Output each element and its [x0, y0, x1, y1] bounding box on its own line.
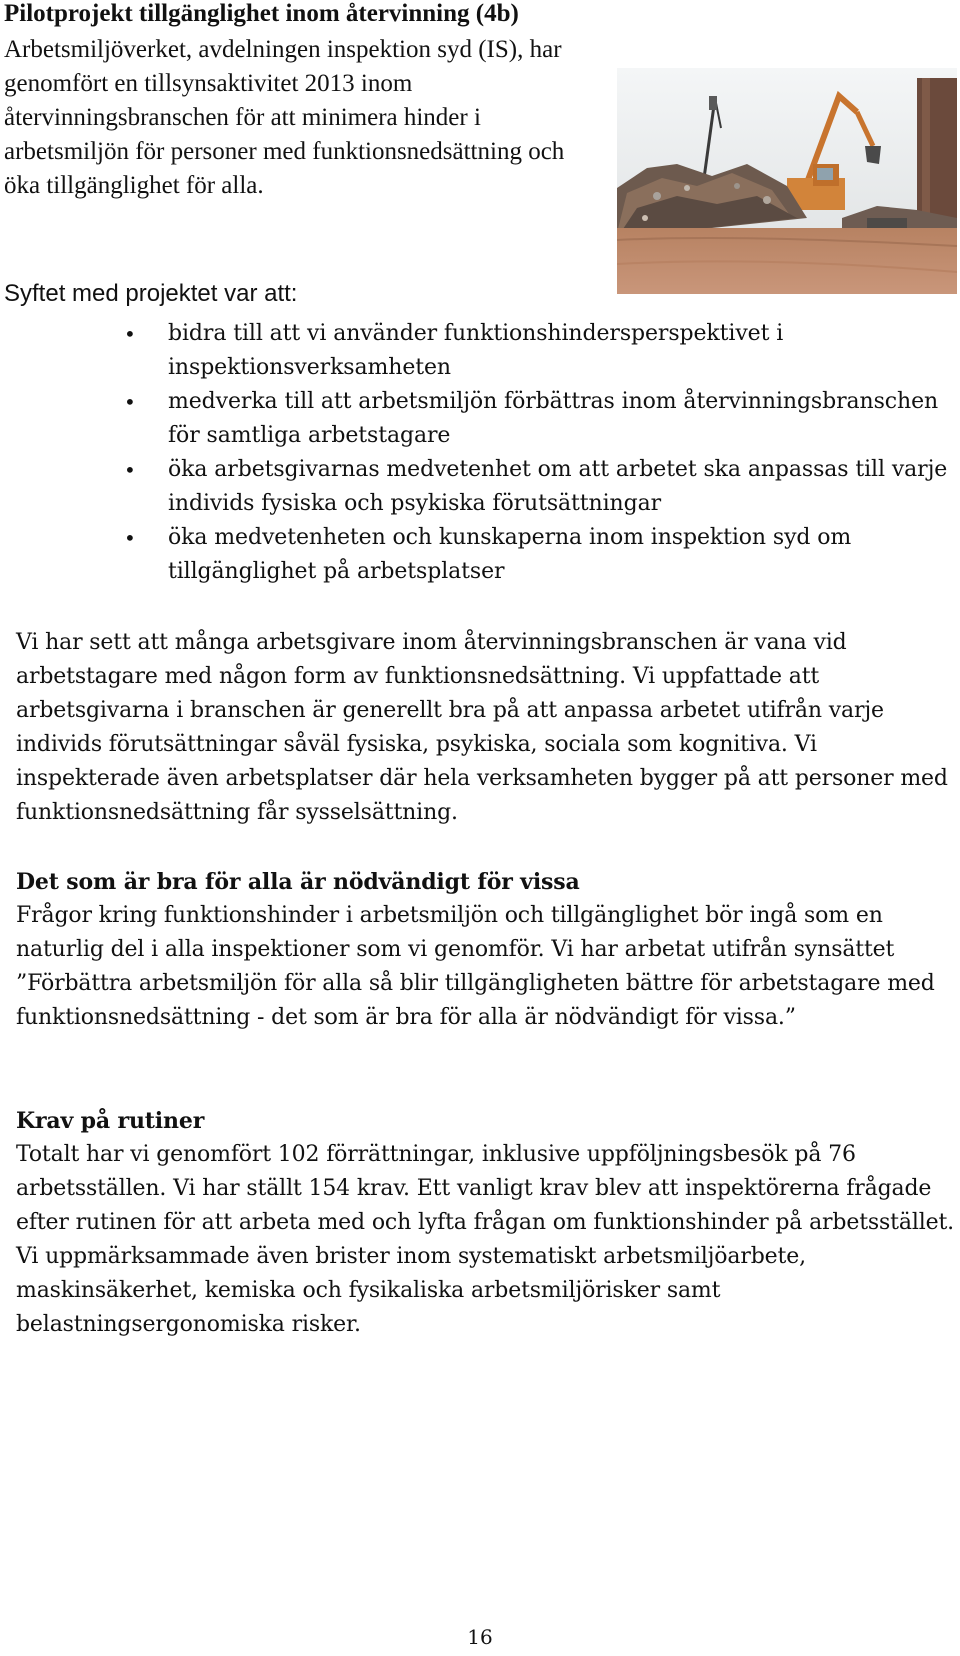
goal-text: medverka till att arbetsmiljön förbättras inom återvinningsbranschen för samtliga arbetstagare	[168, 389, 939, 448]
goal-text: öka arbetsgivarnas medvetenhet om att arbetet ska anpassas till varje individs fysiska och psykiska förutsättningar	[168, 457, 948, 516]
bullet-icon: •	[124, 390, 136, 414]
bullet-icon: •	[124, 322, 136, 346]
goal-text: öka medvetenheten och kunskaperna inom inspektion syd om tillgänglighet på arbetsplatser	[168, 525, 852, 584]
goal-text: bidra till att vi använder funktionshindersperspektivet i inspektionsverksamheten	[168, 321, 784, 380]
intro-paragraph: Arbetsmiljöverket, avdelningen inspektion syd (IS), har genomfört en tillsynsaktivitet 2013 inom återvinningsbranschen för att minimera hinder i arbetsmiljön för personer med funktionsnedsättning och öka tillgänglighet för alla.	[4, 36, 565, 199]
list-item	[0, 453, 960, 521]
page-number: 16	[467, 1625, 493, 1649]
list-item	[0, 317, 960, 385]
list-item	[0, 521, 960, 589]
scrapyard-photo	[617, 68, 957, 294]
page-title: Pilotprojekt tillgänglighet inom återvinning (4b)	[4, 0, 519, 27]
section-good-for-all	[16, 865, 956, 1035]
scrapyard-photo-icon	[617, 68, 957, 294]
section-krav	[16, 1104, 956, 1342]
goals-list	[0, 317, 960, 589]
bullet-icon: •	[124, 458, 136, 482]
section-heading: Det som är bra för alla är nödvändigt för vissa	[16, 869, 580, 895]
section-heading: Krav på rutiner	[16, 1108, 205, 1134]
purpose-label: Syftet med projektet var att:	[4, 280, 298, 307]
section-text: Frågor kring funktionshinder i arbetsmiljön och tillgänglighet bör ingå som en naturlig del i alla inspektioner som vi genomför. Vi har arbetat utifrån synsättet ”Förbättra arbetsmiljön för alla så blir tillgängligheten bättre för arbetstagare med funktionsnedsättning - det som är bra för alla är nödvändigt för vissa.”	[16, 903, 935, 1030]
bullet-icon: •	[124, 526, 136, 550]
section-text: Totalt har vi genomfört 102 förrättningar, inklusive uppföljningsbesök på 76 arbetsställen. Vi har ställt 154 krav. Ett vanligt krav blev att inspektörerna frågade efter rutinen för att arbeta med och lyfta frågan om funktionshinder på arbetsstället. Vi uppmärksammade även brister inom systematiskt arbetsmiljöarbete, maskinsäkerhet, kemiska och fysikaliska arbetsmiljörisker samt belastningsergonomiska risker.	[16, 1142, 955, 1337]
findings-paragraph: Vi har sett att många arbetsgivare inom återvinningsbranschen är vana vid arbetstagare med någon form av funktionsnedsättning. Vi uppfattade att arbetsgivarna i branschen är generellt bra på att anpassa arbetet utifrån varje individs förutsättningar såväl fysiska, psykiska, sociala som kognitiva. Vi inspekterade även arbetsplatser där hela verksamheten bygger på att personer med funktionsnedsättning får sysselsättning.	[16, 630, 948, 825]
list-item	[0, 385, 960, 453]
